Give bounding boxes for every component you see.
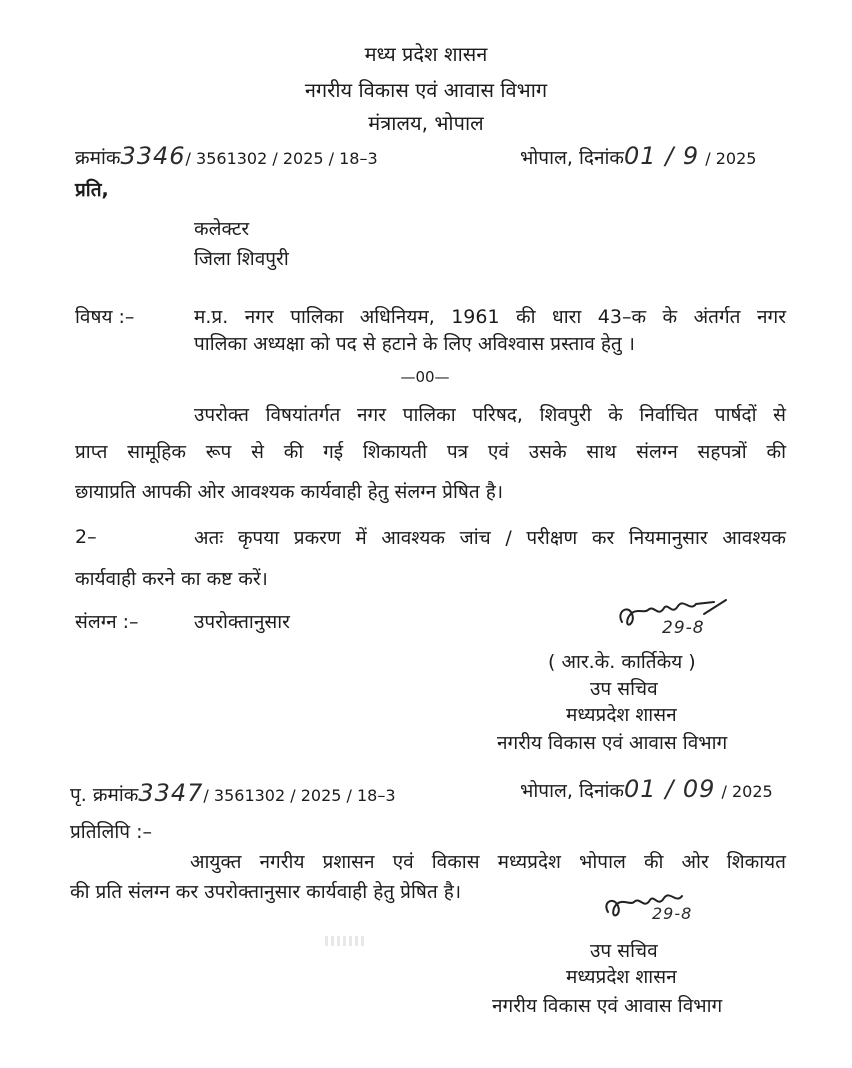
to-label: प्रति, (75, 179, 109, 201)
paragraph-1-line-1: उपरोक्त विषयांतर्गत नगर पालिका परिषद, शिवपुरी के निर्वाचित पार्षदों से (194, 404, 786, 426)
signature-date-2: 29-8 (652, 904, 693, 923)
paragraph-2-line-1: अतः कृपया प्रकरण में आवश्यक जांच / परीक्षण कर नियमानुसार आवश्यक (194, 527, 786, 549)
reference-number (75, 142, 378, 170)
signatory-name: ( आर.के. कार्तिकेय ) (548, 651, 696, 673)
copy-signatory-title: उप सचिव (590, 940, 658, 962)
paragraph-1-line-3: छायाप्रति आपकी ओर आवश्यक कार्यवाही हेतु संलग्न प्रेषित है। (75, 481, 504, 503)
copy-reference-number (70, 779, 396, 807)
copy-reference-code: / 3561302 / 2025 / 18–3 (203, 786, 396, 805)
date-year: / 2025 (705, 149, 757, 168)
signatory-org-1: मध्यप्रदेश शासन (566, 704, 677, 726)
signatory-title: उप सचिव (590, 678, 658, 700)
subject-line-2: पालिका अध्यक्षा को पद से हटाने के लिए अविश्वास प्रस्ताव हेतु । (194, 333, 636, 355)
copy-signatory-org-2: नगरीय विकास एवं आवास विभाग (492, 995, 723, 1017)
copy-date-handwritten: 01 / 09 (624, 775, 716, 803)
header-ministry: मंत्रालय, भोपाल (368, 111, 484, 135)
date-label: भोपाल, दिनांक (520, 147, 625, 169)
enclosure-label: संलग्न :– (75, 611, 139, 633)
signature-date-1: 29-8 (662, 618, 705, 638)
copy-paragraph-line-2: की प्रति संलग्न कर उपरोक्तानुसार कार्यवाही हेतु प्रेषित है। (70, 881, 462, 903)
paragraph-1-line-2: प्राप्त सामूहिक रूप से की गई शिकायती पत्र एवं उसके साथ संलग्न सहपत्रों की (75, 441, 786, 463)
header-government: मध्य प्रदेश शासन (364, 42, 488, 66)
date-handwritten: 01 / 9 (624, 142, 700, 170)
reference-handwritten: 3346 (120, 142, 186, 170)
subject-label: विषय :– (75, 306, 135, 328)
reference-code: / 3561302 / 2025 / 18–3 (185, 149, 378, 168)
signatory-org-2: नगरीय विकास एवं आवास विभाग (497, 732, 728, 754)
copy-paragraph-line-1: आयुक्त नगरीय प्रशासन एवं विकास मध्यप्रदेश भोपाल की ओर शिकायत (190, 851, 786, 873)
copy-label: प्रतिलिपि :– (70, 821, 153, 843)
recipient-designation: कलेक्टर (194, 218, 250, 240)
enclosure-value: उपरोक्तानुसार (194, 611, 290, 633)
copy-reference-label: पृ. क्रमांक (70, 784, 139, 806)
recipient-district: जिला शिवपुरी (194, 248, 289, 270)
paragraph-2-line-2: कार्यवाही करने का कष्ट करें। (75, 568, 268, 590)
copy-date-year: / 2025 (721, 782, 773, 801)
copy-signatory-org-1: मध्यप्रदेश शासन (566, 966, 677, 988)
separator: —00— (400, 368, 450, 386)
copy-reference-handwritten: 3347 (138, 779, 204, 807)
letter-date (520, 142, 756, 170)
scan-mark (325, 936, 365, 946)
paragraph-2-number: 2– (75, 526, 97, 548)
copy-date (520, 775, 773, 803)
copy-date-label: भोपाल, दिनांक (520, 780, 625, 802)
subject-line-1: म.प्र. नगर पालिका अधिनियम, 1961 की धारा 43–क के अंतर्गत नगर (194, 306, 786, 328)
reference-label: क्रमांक (75, 147, 121, 169)
header-department: नगरीय विकास एवं आवास विभाग (304, 78, 548, 102)
